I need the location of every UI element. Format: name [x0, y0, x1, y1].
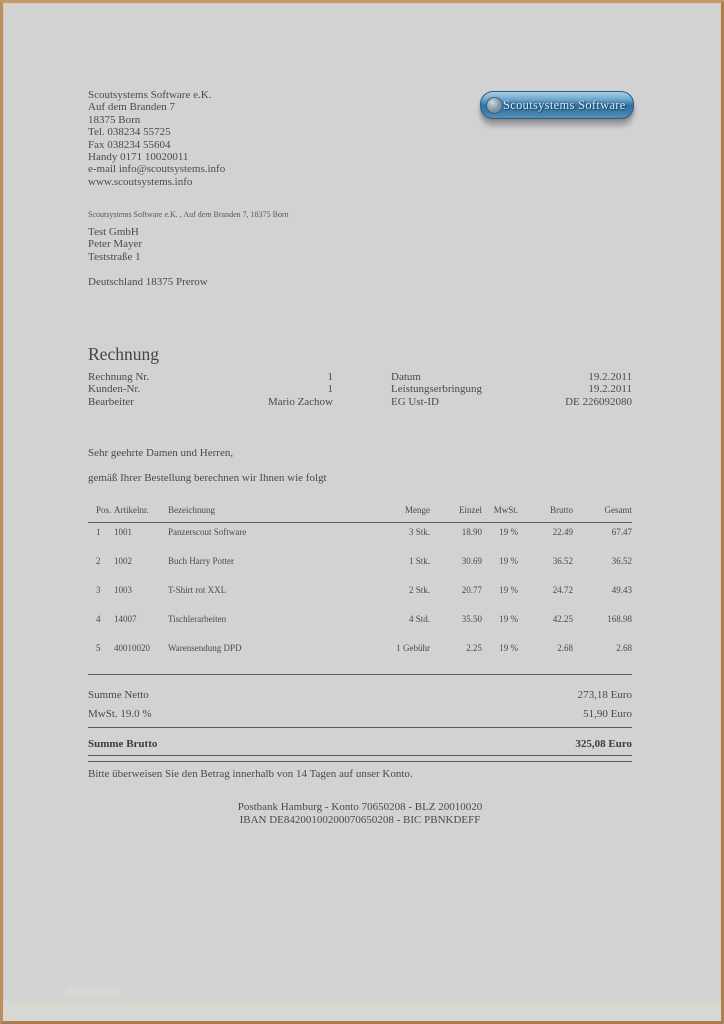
cell-artikelnr: 1003 — [114, 585, 132, 595]
recipient-address-block — [88, 226, 632, 263]
table-row — [88, 610, 632, 639]
invoice-meta — [88, 371, 632, 408]
items-table — [88, 505, 632, 668]
netto-label: Summe Netto — [88, 689, 149, 701]
cell-brutto: 42.25 — [552, 614, 573, 624]
cell-artikelnr: 1001 — [114, 527, 132, 537]
cell-einzel: 35.50 — [461, 614, 482, 624]
header-artikelnr: Artikelnr. — [114, 505, 149, 515]
recipient-street: Teststraße 1 — [88, 250, 141, 263]
header-mwst: MwSt. — [493, 505, 518, 515]
clerk-value: Mario Zachow — [267, 395, 333, 408]
cell-gesamt: 67.47 — [611, 527, 632, 537]
company-name: Scoutsystems Software e.K. — [88, 89, 212, 101]
service-date-label: Leistungserbringung — [391, 383, 483, 396]
cell-einzel: 18.90 — [461, 527, 482, 537]
cell-brutto: 24.72 — [552, 585, 573, 595]
cell-menge: 2 Stk. — [408, 585, 430, 595]
cell-menge: 1 Gebühr — [396, 643, 430, 653]
cell-einzel: 2.25 — [466, 643, 482, 653]
company-fax: Fax 038234 55604 — [88, 138, 171, 151]
clerk-label: Bearbeiter — [88, 395, 134, 408]
cell-mwst: 19 % — [499, 585, 518, 595]
summary-netto-row — [88, 689, 632, 701]
cell-gesamt: 36.52 — [611, 556, 632, 566]
greeting-intro-line: gemäß Ihrer Bestellung berechnen wir Ihnen wie folgt — [88, 472, 327, 484]
cell-mwst: 19 % — [499, 527, 518, 537]
cell-bezeichnung: Tischlerarbeiten — [168, 614, 227, 624]
cell-mwst: 19 % — [499, 643, 518, 653]
table-row — [88, 523, 632, 552]
customer-number-label: Kunden-Nr. — [88, 383, 141, 396]
table-row — [88, 581, 632, 610]
date-value: 19.2.2011 — [588, 371, 632, 383]
cell-pos: 4 — [96, 614, 101, 624]
greeting-line: Sehr geehrte Damen und Herren, — [88, 447, 234, 459]
divider-line — [88, 674, 632, 675]
bank-details-line2: IBAN DE84200100200070650208 - BIC PBNKDEFF — [239, 814, 481, 826]
cell-menge: 4 Std. — [408, 614, 430, 624]
cell-pos: 2 — [96, 556, 101, 566]
mwst-label: MwSt. 19.0 % — [88, 708, 152, 720]
double-divider-line — [88, 755, 632, 762]
logo-text: Scoutsystems Software — [503, 97, 626, 112]
company-website: www.scoutsystems.info — [88, 175, 193, 188]
mwst-value: 51,90 Euro — [583, 708, 632, 720]
header-menge: Menge — [405, 505, 430, 515]
cell-menge: 1 Stk. — [408, 556, 430, 566]
company-street: Auf dem Branden 7 — [88, 101, 176, 114]
invoice-number-label: Rechnung Nr. — [88, 371, 150, 383]
cell-gesamt: 49.43 — [611, 585, 632, 595]
cell-gesamt: 2.68 — [616, 643, 632, 653]
cell-artikelnr: 40010020 — [114, 643, 150, 653]
cell-einzel: 20.77 — [461, 585, 482, 595]
header-pos: Pos. — [96, 505, 112, 515]
meta-row-customer-number — [88, 383, 632, 395]
page-title: Rechnung — [88, 344, 159, 364]
payment-note: Bitte überweisen Sie den Betrag innerhalb von 14 Tagen auf unser Konto. — [88, 768, 413, 780]
logo-sphere-icon — [486, 97, 503, 114]
bank-details-line1: Postbank Hamburg - Konto 70650208 - BLZ 20010020 — [237, 801, 483, 813]
cell-einzel: 30.69 — [461, 556, 482, 566]
vat-id-value: DE 226092080 — [565, 395, 632, 408]
vat-id-label: EG Ust-ID — [391, 395, 439, 408]
header-gesamt: Gesamt — [604, 505, 632, 515]
sender-return-line: Scoutsystems Software e.K. , Auf dem Branden 7, 18375 Born — [88, 210, 289, 219]
cell-bezeichnung: Warensendung DPD — [168, 643, 242, 653]
scan-smudge — [65, 986, 120, 996]
divider-line — [88, 727, 632, 728]
cell-pos: 3 — [96, 585, 101, 595]
meta-row-invoice-number — [88, 371, 632, 383]
summary-mwst-row — [88, 708, 632, 720]
cell-bezeichnung: Buch Harry Potter — [168, 556, 234, 566]
company-mobile: Handy 0171 10020011 — [88, 151, 189, 164]
company-logo — [480, 91, 634, 119]
items-table-header — [88, 505, 632, 523]
header-bezeichnung: Bezeichnung — [168, 505, 215, 515]
invoice-number-value: 1 — [327, 371, 333, 383]
cell-bezeichnung: Panzerscout Software — [168, 527, 247, 537]
cell-artikelnr: 14007 — [114, 614, 137, 624]
cell-brutto: 36.52 — [552, 556, 573, 566]
customer-number-value: 1 — [327, 383, 333, 396]
summary-brutto-row — [88, 738, 632, 750]
cell-brutto: 2.68 — [557, 643, 573, 653]
company-city: 18375 Born — [88, 113, 141, 126]
table-row — [88, 552, 632, 581]
date-label: Datum — [391, 371, 421, 383]
cell-mwst: 19 % — [499, 556, 518, 566]
cell-brutto: 22.49 — [552, 527, 573, 537]
cell-bezeichnung: T-Shirt rot XXL — [168, 585, 227, 595]
recipient-country-line: Deutschland 18375 Prerow — [88, 276, 208, 288]
cell-mwst: 19 % — [499, 614, 518, 624]
brutto-value: 325,08 Euro — [575, 738, 632, 750]
recipient-company: Test GmbH — [88, 226, 139, 238]
netto-value: 273,18 Euro — [577, 689, 632, 701]
header-einzel: Einzel — [459, 505, 482, 515]
company-email: e-mail info@scoutsystems.info — [88, 163, 226, 176]
cell-pos: 5 — [96, 643, 101, 653]
cell-artikelnr: 1002 — [114, 556, 132, 566]
company-phone: Tel. 038234 55725 — [88, 126, 171, 139]
scan-light-band — [3, 1001, 721, 1021]
meta-row-clerk — [88, 396, 632, 408]
cell-menge: 3 Stk. — [408, 527, 430, 537]
recipient-contact: Peter Mayer — [88, 238, 143, 251]
table-row — [88, 639, 632, 668]
cell-gesamt: 168.98 — [607, 614, 632, 624]
cell-pos: 1 — [96, 527, 101, 537]
header-brutto: Brutto — [549, 505, 573, 515]
brutto-label: Summe Brutto — [88, 738, 158, 750]
service-date-value: 19.2.2011 — [588, 383, 632, 396]
